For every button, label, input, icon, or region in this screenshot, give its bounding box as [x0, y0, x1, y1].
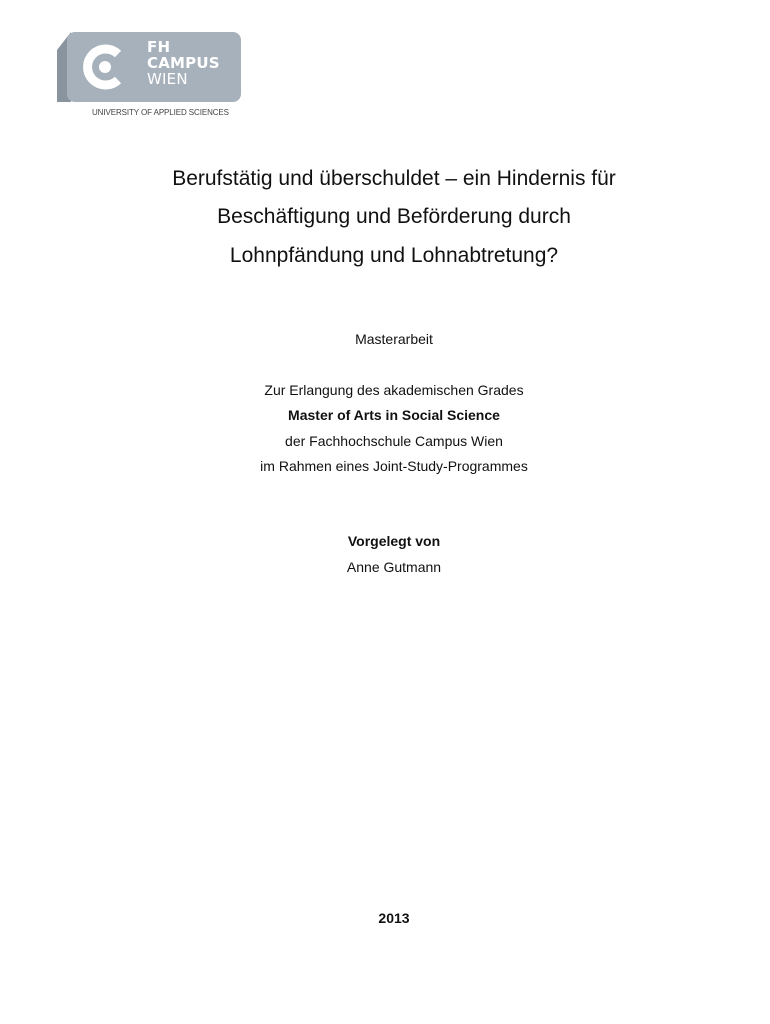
degree-institution: der Fachhochschule Campus Wien	[285, 433, 503, 449]
thesis-type: Masterarbeit	[355, 331, 433, 347]
degree-title: Master of Arts in Social Science	[288, 407, 500, 423]
title-line-3: Lohnpfändung und Lohnabtretung?	[229, 244, 559, 267]
title-line-1: Berufstätig und überschuldet – ein Hindernis für	[172, 167, 616, 190]
title-line-2: Beschäftigung und Beförderung durch	[217, 205, 571, 228]
submitted-by-label: Vorgelegt von	[347, 533, 441, 549]
logo-text-campus: CAMPUS	[147, 54, 220, 72]
degree-line-1: Zur Erlangung des akademischen Grades	[264, 382, 524, 398]
degree-programme: im Rahmen eines Joint-Study-Programmes	[260, 458, 528, 474]
thesis-title	[0, 160, 770, 275]
author-name: Anne Gutmann	[346, 559, 442, 575]
logo-text-wien: WIEN	[147, 70, 188, 88]
logo-subtitle: UNIVERSITY OF APPLIED SCIENCES	[92, 108, 229, 117]
year: 2013	[378, 910, 410, 926]
logo-text-fh: FH	[147, 38, 171, 56]
fh-campus-wien-logo	[57, 32, 241, 122]
